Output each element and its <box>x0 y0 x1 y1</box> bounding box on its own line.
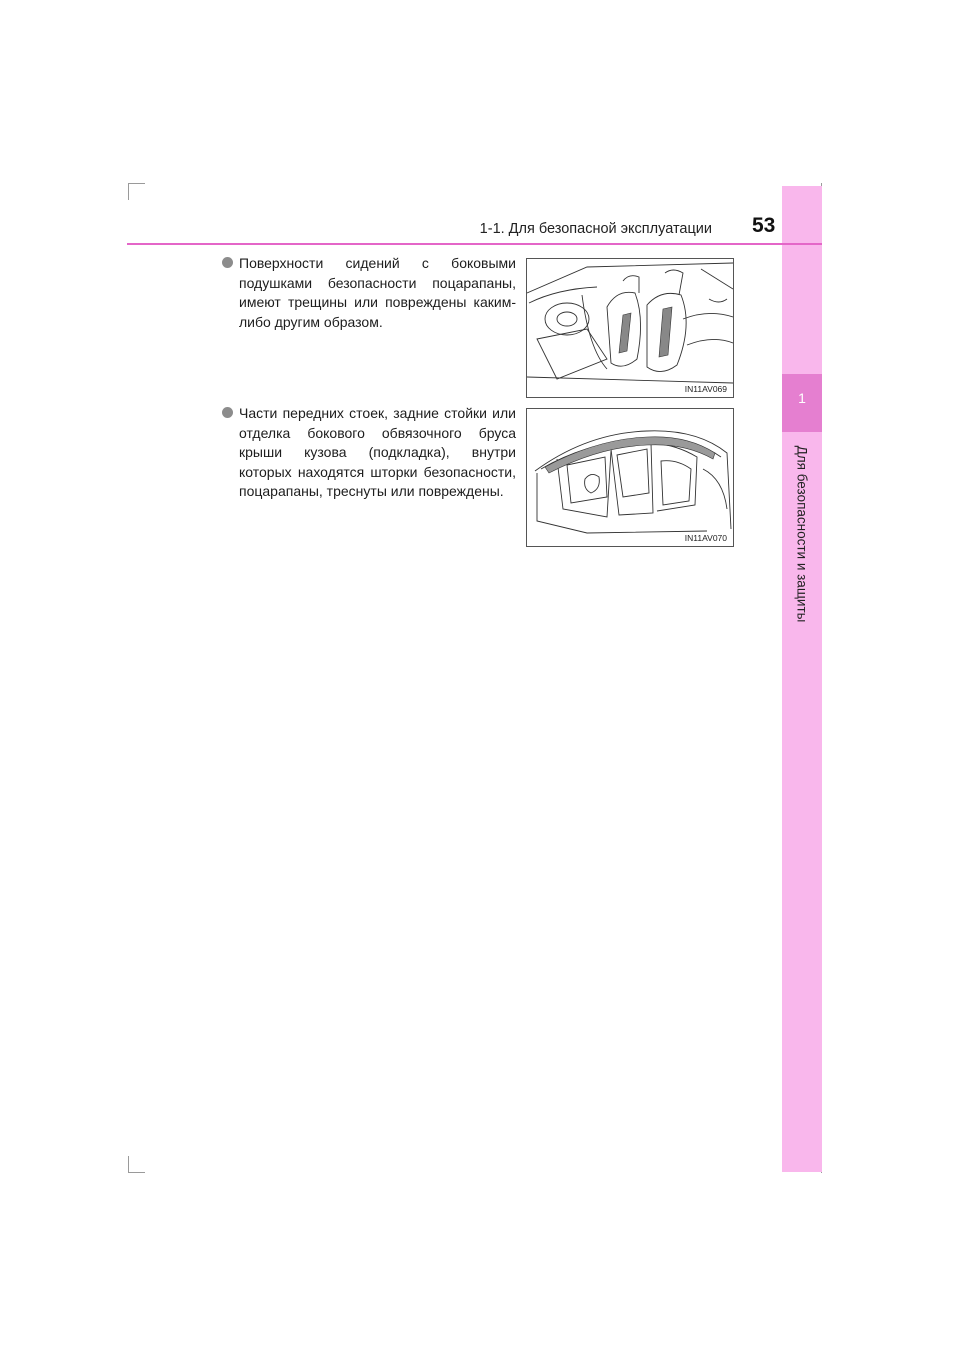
chapter-title: Для безопасности и защиты <box>794 445 810 623</box>
list-item <box>222 404 516 502</box>
seat-interior-illustration-icon <box>527 259 733 397</box>
bullet-icon <box>222 407 233 418</box>
figure-seat-airbag <box>526 258 734 398</box>
bullet-icon <box>222 257 233 268</box>
figure-curtain-airbag <box>526 408 734 547</box>
crop-mark-bottom-left-h <box>128 1172 145 1173</box>
figure-code: IN11AV069 <box>684 384 727 394</box>
figure-code: IN11AV070 <box>684 533 727 543</box>
list-item <box>222 254 516 332</box>
chapter-sidebar <box>782 186 822 1172</box>
header-rule <box>127 243 822 245</box>
page-number: 53 <box>752 214 776 237</box>
car-side-illustration-icon <box>527 409 733 546</box>
section-title: 1-1. Для безопасной эксплуатации <box>479 221 712 237</box>
crop-mark-top-left-h <box>128 183 145 184</box>
list-item-text: Части передних стоек, задние стойки или отделка бокового обвязочного бруса крыши кузова (подкладка), внутри которых находятся шторки безопасности, поцарапаны, треснуты или повреждены. <box>239 405 516 500</box>
chapter-number: 1 <box>798 390 806 406</box>
crop-mark-bottom-left-v <box>128 1156 129 1173</box>
crop-mark-top-left-v <box>128 183 129 200</box>
list-item-text: Поверхности сидений с боковыми подушками безопасности поцарапаны, имеют трещины или повреждены каким-либо другим образом. <box>239 255 516 330</box>
